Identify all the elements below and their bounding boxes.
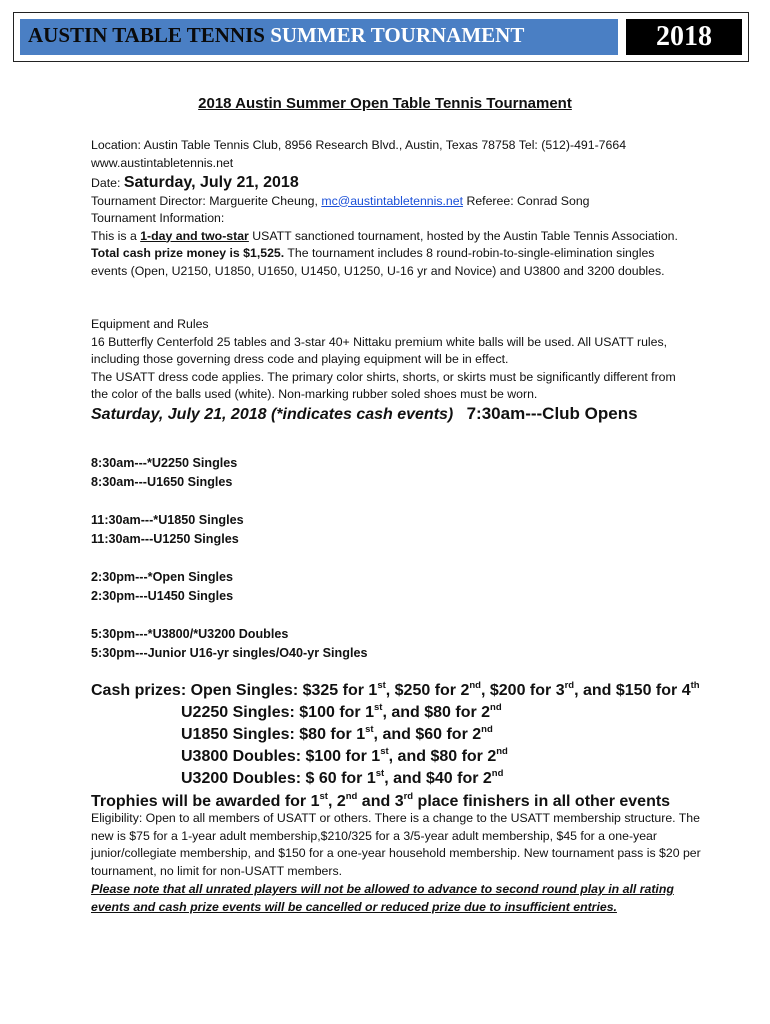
website-line: www.austintabletennis.net: [91, 155, 234, 170]
schedule-item: 11:30am---U1250 Singles: [91, 532, 239, 546]
info-label: Tournament Information:: [91, 211, 225, 225]
schedule-day: Saturday, July 21, 2018 (*indicates cash events): [91, 406, 454, 423]
cash-open-singles: Cash prizes: Open Singles: $325 for 1st, $250 for 2nd, $200 for 3rd, and $150 for 4th: [91, 680, 700, 699]
page-title: 2018 Austin Summer Open Table Tennis Tournament: [198, 95, 572, 112]
banner-year: 2018: [656, 21, 712, 52]
email-link[interactable]: mc@austintabletennis.net: [321, 193, 464, 208]
banner-title-box: [20, 19, 618, 55]
warning-note: Please note that all unrated players will not be allowed to advance to second round play in all rating events and cash prize events will be cancelled or reduced prize due to insufficient entries.: [91, 882, 674, 914]
schedule-item: 8:30am---U1650 Singles: [91, 475, 233, 489]
schedule-group-4: [91, 625, 367, 663]
schedule-group-1: [91, 454, 237, 492]
header-banner: [13, 12, 749, 62]
club-opens: 7:30am---Club Opens: [466, 404, 638, 423]
trophies-line: Trophies will be awarded for 1st, 2nd and 3rd place finishers in all other events: [91, 791, 671, 810]
banner-year-box: [626, 19, 742, 55]
schedule-item: 11:30am---*U1850 Singles: [91, 513, 244, 527]
schedule-item: 2:30pm---U1450 Singles: [91, 589, 234, 603]
date-value: Saturday, July 21, 2018: [123, 174, 299, 191]
schedule-group-3: [91, 568, 233, 606]
schedule-header: [91, 404, 638, 424]
eligibility-paragraph: Eligibility: Open to all members of USATT or others. There is a change to the USATT membership structure. The new is $75 for a 1-year adult membership,$210/325 for a 3/5-year adult membership, $45 for a one-year junior/collegiate membership, and $150 for a one-year household membership. New tournament pass is $20 per tournament, no limit for non-USATT members.: [91, 811, 701, 878]
cash-u2250: U2250 Singles: $100 for 1st, and $80 for 2nd: [181, 702, 502, 721]
schedule-item: 2:30pm---*Open Singles: [91, 570, 234, 584]
equipment-line: 16 Butterfly Centerfold 25 tables and 3-star 40+ Nittaku premium white balls will be used. All USATT rules, including those governing dress code and playing equipment will be in effect.: [91, 334, 668, 366]
cash-u1850: U1850 Singles: $80 for 1st, and $60 for 2nd: [181, 724, 493, 743]
equipment-label: Equipment and Rules: [91, 317, 209, 331]
info-paragraph: This is a 1-day and two-star USATT sanctioned tournament, hosted by the Austin Table Tennis Association. Total cash prize money is $1,525. The tournament includes 8 round-robin-to-single-elimination singles events (Open, U2150, U1850, U1650, U1450, U1250, U-16 yr and Novice) and U3800 and 3200 doubles.: [91, 228, 678, 278]
dress-code-line: The USATT dress code applies. The primary color shirts, shorts, or skirts must be significantly different from the color of the balls used (white). Non-marking rubber soled shoes must be worn.: [91, 369, 676, 401]
schedule-group-2: [91, 511, 244, 549]
director-line: Tournament Director: Marguerite Cheung, mc@austintabletennis.net Referee: Conrad Song: [91, 193, 590, 208]
schedule-item: 8:30am---*U2250 Singles: [91, 456, 238, 470]
location-block: [91, 137, 691, 280]
banner-title-light: SUMMER TOURNAMENT: [264, 23, 525, 47]
cash-u3800: U3800 Doubles: $100 for 1st, and $80 for 2nd: [181, 746, 508, 765]
location-line: Location: Austin Table Tennis Club, 8956 Research Blvd., Austin, Texas 78758 Tel: (512)-491-7664: [91, 138, 627, 152]
date-line: Date: Saturday, July 21, 2018: [91, 174, 299, 191]
cash-u3200: U3200 Doubles: $ 60 for 1st, and $40 for 2nd: [181, 768, 504, 787]
banner-title-dark: AUSTIN TABLE TENNIS: [28, 23, 265, 47]
equipment-block: [91, 316, 691, 404]
banner-title: [28, 23, 524, 48]
schedule-item: 5:30pm---Junior U16-yr singles/O40-yr Singles: [91, 646, 368, 660]
schedule-item: 5:30pm---*U3800/*U3200 Doubles: [91, 627, 289, 641]
